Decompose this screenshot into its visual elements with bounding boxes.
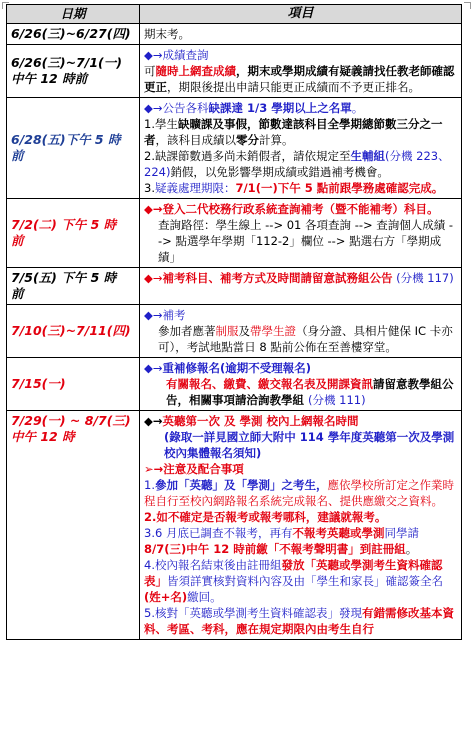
corner-mark-top-right	[464, 2, 471, 9]
table-row	[7, 358, 462, 411]
schedule-table	[6, 4, 462, 640]
row-date: 6/26(三)~6/27(四)	[7, 24, 140, 45]
row-date: 6/26(三)~7/1(一) 中午 12 時前	[7, 45, 140, 98]
row-date: 6/28(五)下午 5 時 前	[7, 98, 140, 199]
table-row	[7, 199, 462, 268]
row-date: 7/5(五) 下午 5 時 前	[7, 268, 140, 305]
row-content: ◆→公告各科缺課達 1/3 學期以上之名單。 1.學生缺曠課及事假，節數達該科目全學期總節數三分之一者，該科目成績以零分計算。 2.缺課節數過多尚未銷假者，請依規定至生輔組(分機 223、224)銷假，以免影響學期成績或錯過補考機會。 3.疑義處理期限：7/1(一)下午 5 點前跟學務處確認完成。	[140, 98, 462, 199]
header-row	[7, 5, 462, 24]
row-content: ◆→英聽第一次 及 學測 校內上網報名時間 (錄取一詳見國立師大附中 114 學年度英聽第一次及學測校內集體報名須知) ➢→注意及配合事項 1.參加「英聽」及「學測」之考生，應依學校所訂定之作業時程自行至校內網路報名系統完成報名、提供應繳交之資料。 2.如不確定是否報考或報考哪科，建議就報考。 3.6 月底已調查不報考，再有不報考英聽或學測同學請8/7(三)中午 12 時前繳「不報考聲明書」到註冊組。 4.校內報名結束後由註冊組發放「英聽或學測考生資料確認表」皆須詳實核對資料內容及由「學生和家長」確認簽全名(姓+名)繳回。 5.核對「英聽或學測考生資料確認表」發現有錯需修改基本資料、考區、考科，應在規定期限內由考生自行	[140, 411, 462, 640]
row-content: ◆→成績查詢 可隨時上網查成績，期末或學期成績有疑義請找任教老師確認更正，期限後提出申請只能更正成績而不予更正排名。	[140, 45, 462, 98]
table-row	[7, 45, 462, 98]
table-row	[7, 24, 462, 45]
row-content: 期末考。	[140, 24, 462, 45]
row-date: 7/15(一)	[7, 358, 140, 411]
table-row	[7, 411, 462, 640]
row-content: ◆→重補修報名(逾期不受理報名) 有關報名、繳費、繳交報名表及開課資訊請留意教學組公告，相關事項請洽詢教學組 (分機 111)	[140, 358, 462, 411]
grades-query-title: 成績查詢	[162, 48, 209, 62]
row-content: ◆→補考科目、補考方式及時間請留意試務組公告 (分機 117)	[140, 268, 462, 305]
table-row	[7, 305, 462, 358]
table-row	[7, 268, 462, 305]
row-content: ◆→登入二代校務行政系統查詢補考（暨不能補考）科目。 查詢路徑：學生線上 --> 01 各項查詢 --> 查詢個人成績 --> 點選學年學期「112-2」欄位 --> 點選右方「學期成績」	[140, 199, 462, 268]
table-row	[7, 98, 462, 199]
row-date: 7/2(二) 下午 5 時 前	[7, 199, 140, 268]
header-item: 項目	[140, 5, 462, 24]
header-date: 日期	[7, 5, 140, 24]
schedule-document	[6, 4, 462, 640]
row-date: 7/10(三)~7/11(四)	[7, 305, 140, 358]
row-date: 7/29(一) ~ 8/7(三) 中午 12 時	[7, 411, 140, 640]
row-content: ◆→補考 參加者應著制服及帶學生證（身分證、具相片健保 IC 卡亦可），考試地點當日 8 點前公佈在至善樓穿堂。	[140, 305, 462, 358]
